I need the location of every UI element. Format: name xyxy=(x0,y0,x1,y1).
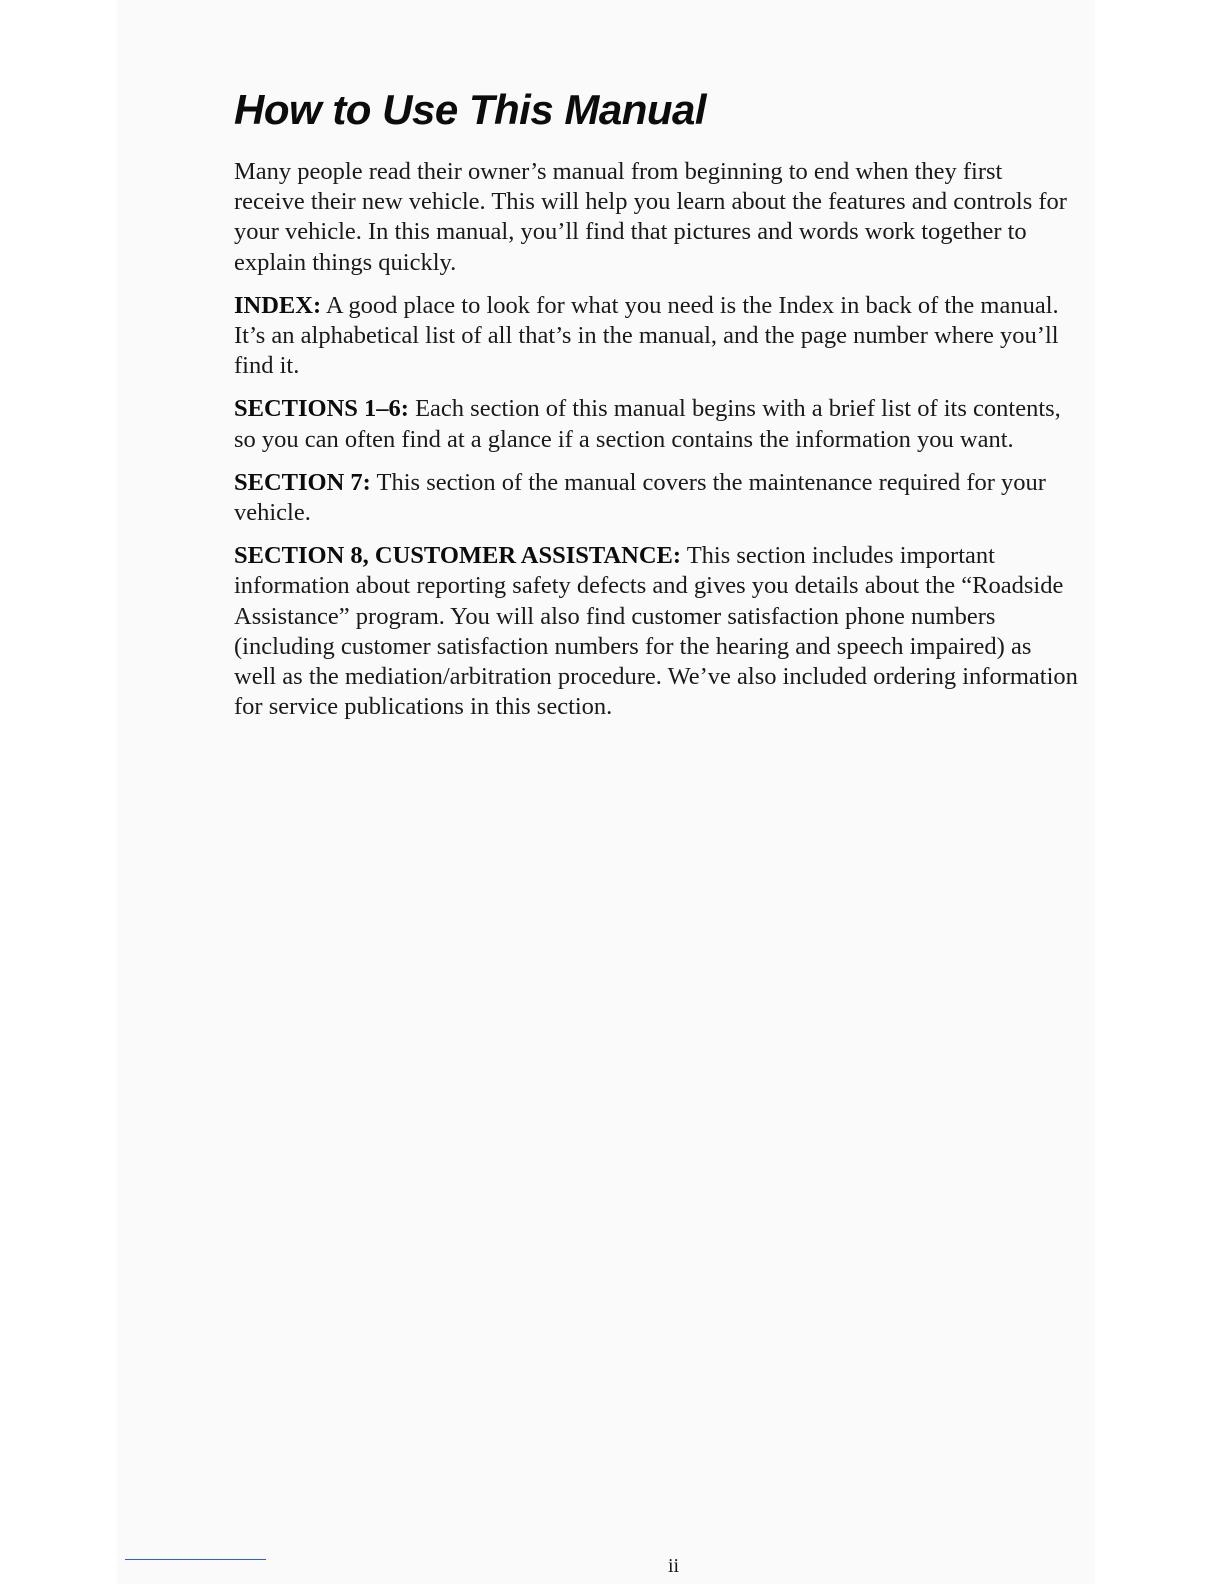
paragraph-section-8 xyxy=(234,541,1079,722)
footer-rule xyxy=(125,1559,266,1560)
paragraph-index-lead: INDEX: xyxy=(234,291,322,319)
paragraph-index-text: A good place to look for what you need is the Index in back of the manual. It’s an alphabetical list of all that’s in the manual, and the page number where you’ll find it. xyxy=(234,291,1059,380)
paragraph-section-7-text: This section of the manual covers the maintenance required for your vehicle. xyxy=(234,468,1046,527)
page-title: How to Use This Manual xyxy=(234,86,707,133)
page-number: ii xyxy=(668,1555,680,1577)
paragraph-section-7 xyxy=(234,468,1079,528)
paragraph-sections-1-6-lead: SECTIONS 1–6: xyxy=(234,395,409,423)
body-text xyxy=(234,157,1079,735)
paragraph-section-8-lead: SECTION 8, CUSTOMER ASSISTANCE: xyxy=(234,542,682,570)
paragraph-intro xyxy=(234,157,1079,278)
paragraph-intro-text: Many people read their owner’s manual from beginning to end when they first receive their new vehicle. This will help you learn about the features and controls for your vehicle. In this manual, you’ll find that pictures and words work together to explain things quickly. xyxy=(234,158,1067,276)
paragraph-section-8-text: This section includes important information about reporting safety defects and gives you details about the “Roadside Assistance” program. You will also find customer satisfaction phone numbers (including customer satisfaction numbers for the hearing and speech impaired) as well as the mediation/arbitration procedure. We’ve also included ordering information for service publications in this section. xyxy=(234,542,1078,721)
paragraph-index xyxy=(234,291,1079,382)
paragraph-sections-1-6-text: Each section of this manual begins with a brief list of its contents, so you can often find at a glance if a section contains the information you want. xyxy=(234,395,1061,453)
paragraph-sections-1-6 xyxy=(234,394,1079,454)
paragraph-section-7-lead: SECTION 7: xyxy=(234,468,371,496)
